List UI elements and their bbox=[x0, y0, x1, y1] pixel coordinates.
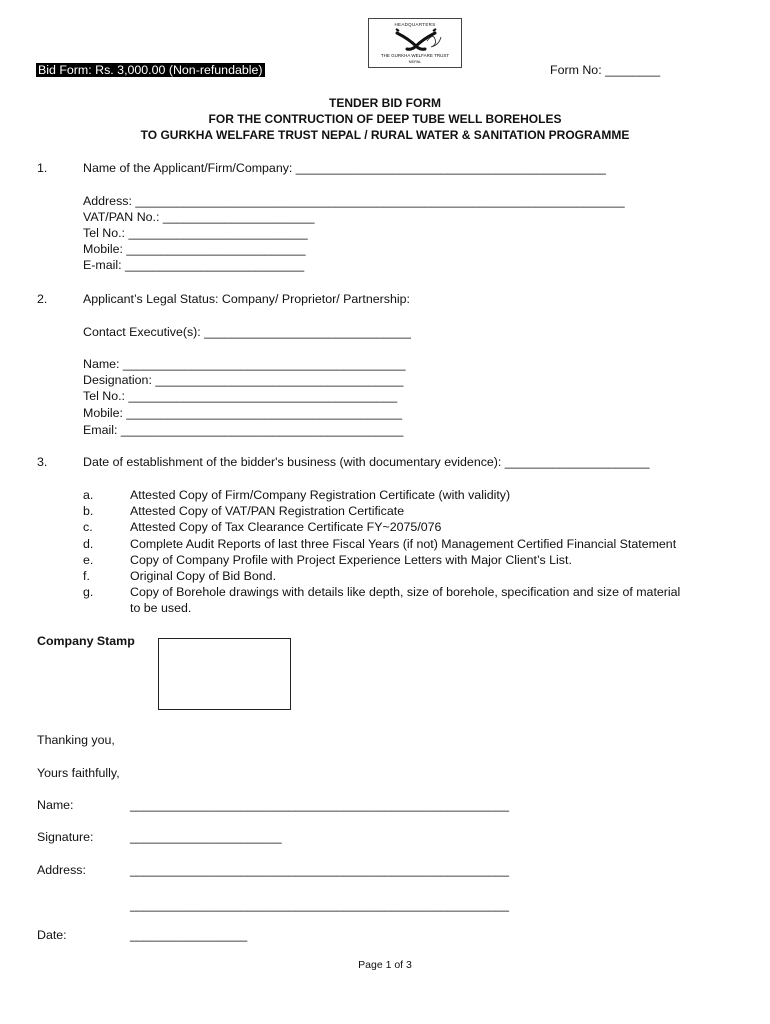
section-2-number: 2. bbox=[37, 292, 48, 306]
contact-designation-field[interactable]: Designation: ____________________________________ bbox=[83, 373, 404, 387]
contact-executive-field[interactable]: Contact Executive(s): ______________________________ bbox=[83, 325, 411, 339]
list-item-letter: g. bbox=[83, 585, 94, 599]
contact-tel-field[interactable]: Tel No.: _______________________________________ bbox=[83, 389, 398, 403]
applicant-tel-field[interactable]: Tel No.: __________________________ bbox=[83, 226, 308, 240]
applicant-email-field[interactable]: E-mail: __________________________ bbox=[83, 258, 305, 272]
tender-title-line3: TO GURKHA WELFARE TRUST NEPAL / RURAL WATER & SANITATION PROGRAMME bbox=[140, 128, 630, 142]
list-item: Complete Audit Reports of last three Fiscal Years (if not) Management Certified Financial Statement bbox=[130, 537, 677, 551]
form-number-field[interactable]: Form No: ________ bbox=[550, 63, 661, 77]
tender-title-line1: TENDER BID FORM bbox=[329, 96, 441, 110]
section-3-number: 3. bbox=[37, 455, 48, 469]
company-stamp-box[interactable] bbox=[158, 638, 291, 710]
signatory-address-field-1[interactable]: _______________________________________________________ bbox=[130, 863, 510, 877]
logo-org-text: THE GURKHA WELFARE TRUST bbox=[380, 53, 450, 58]
signature-field[interactable]: ______________________ bbox=[130, 830, 282, 844]
bid-form-fee-text: Bid Form: Rs. 3,000.00 (Non-refundable) bbox=[38, 63, 263, 77]
list-item-letter: f. bbox=[83, 569, 90, 583]
signatory-name-field[interactable]: _______________________________________________________ bbox=[130, 798, 510, 812]
gurkha-welfare-trust-logo bbox=[368, 18, 462, 68]
tender-title-line2: FOR THE CONTRUCTION OF DEEP TUBE WELL BOREHOLES bbox=[208, 112, 562, 126]
list-item: Attested Copy of VAT/PAN Registration Certificate bbox=[130, 504, 405, 518]
signatory-address-field-2[interactable]: _______________________________________________________ bbox=[130, 898, 510, 912]
establishment-date-field[interactable]: Date of establishment of the bidder's business (with documentary evidence): _____________________ bbox=[83, 455, 650, 469]
date-label: Date: bbox=[37, 928, 67, 942]
applicant-mobile-field[interactable]: Mobile: __________________________ bbox=[83, 242, 306, 256]
logo-country-text: NEPAL bbox=[408, 59, 422, 64]
contact-name-field[interactable]: Name: _________________________________________ bbox=[83, 357, 406, 371]
contact-email-field[interactable]: Email: _________________________________________ bbox=[83, 423, 404, 437]
legal-status-label: Applicant’s Legal Status: Company/ Proprietor/ Partnership: bbox=[83, 292, 410, 306]
list-item-letter: e. bbox=[83, 553, 94, 567]
list-item-letter: b. bbox=[83, 504, 94, 518]
list-item: Attested Copy of Firm/Company Registration Certificate (with validity) bbox=[130, 488, 511, 502]
signature-label: Signature: bbox=[37, 830, 94, 844]
list-item: Copy of Company Profile with Project Experience Letters with Major Client’s List. bbox=[130, 553, 572, 567]
list-item-letter: a. bbox=[83, 488, 94, 502]
list-item-letter: c. bbox=[83, 520, 93, 534]
address-label: Address: bbox=[37, 863, 86, 877]
list-item-continuation: to be used. bbox=[130, 601, 192, 615]
page-number: Page 1 of 3 bbox=[358, 959, 412, 971]
section-1-number: 1. bbox=[37, 161, 48, 175]
thanking-text: Thanking you, bbox=[37, 733, 115, 747]
vat-pan-field[interactable]: VAT/PAN No.: ______________________ bbox=[83, 210, 315, 224]
date-field[interactable]: _________________ bbox=[130, 928, 248, 942]
list-item: Attested Copy of Tax Clearance Certificate FY~2075/076 bbox=[130, 520, 442, 534]
contact-mobile-field[interactable]: Mobile: ________________________________________ bbox=[83, 406, 403, 420]
list-item: Copy of Borehole drawings with details like depth, size of borehole, specification and size of material bbox=[130, 585, 681, 599]
company-stamp-label: Company Stamp bbox=[37, 634, 135, 648]
applicant-name-field[interactable]: Name of the Applicant/Firm/Company: _____________________________________________ bbox=[83, 161, 606, 175]
yours-faithfully-text: Yours faithfully, bbox=[37, 766, 120, 780]
bid-form-fee bbox=[36, 63, 265, 77]
list-item-letter: d. bbox=[83, 537, 94, 551]
applicant-address-field[interactable]: Address: _______________________________________________________________________ bbox=[83, 194, 625, 208]
list-item: Original Copy of Bid Bond. bbox=[130, 569, 277, 583]
logo-headquarters-text: HEADQUARTERS bbox=[394, 22, 436, 27]
name-label: Name: bbox=[37, 798, 74, 812]
